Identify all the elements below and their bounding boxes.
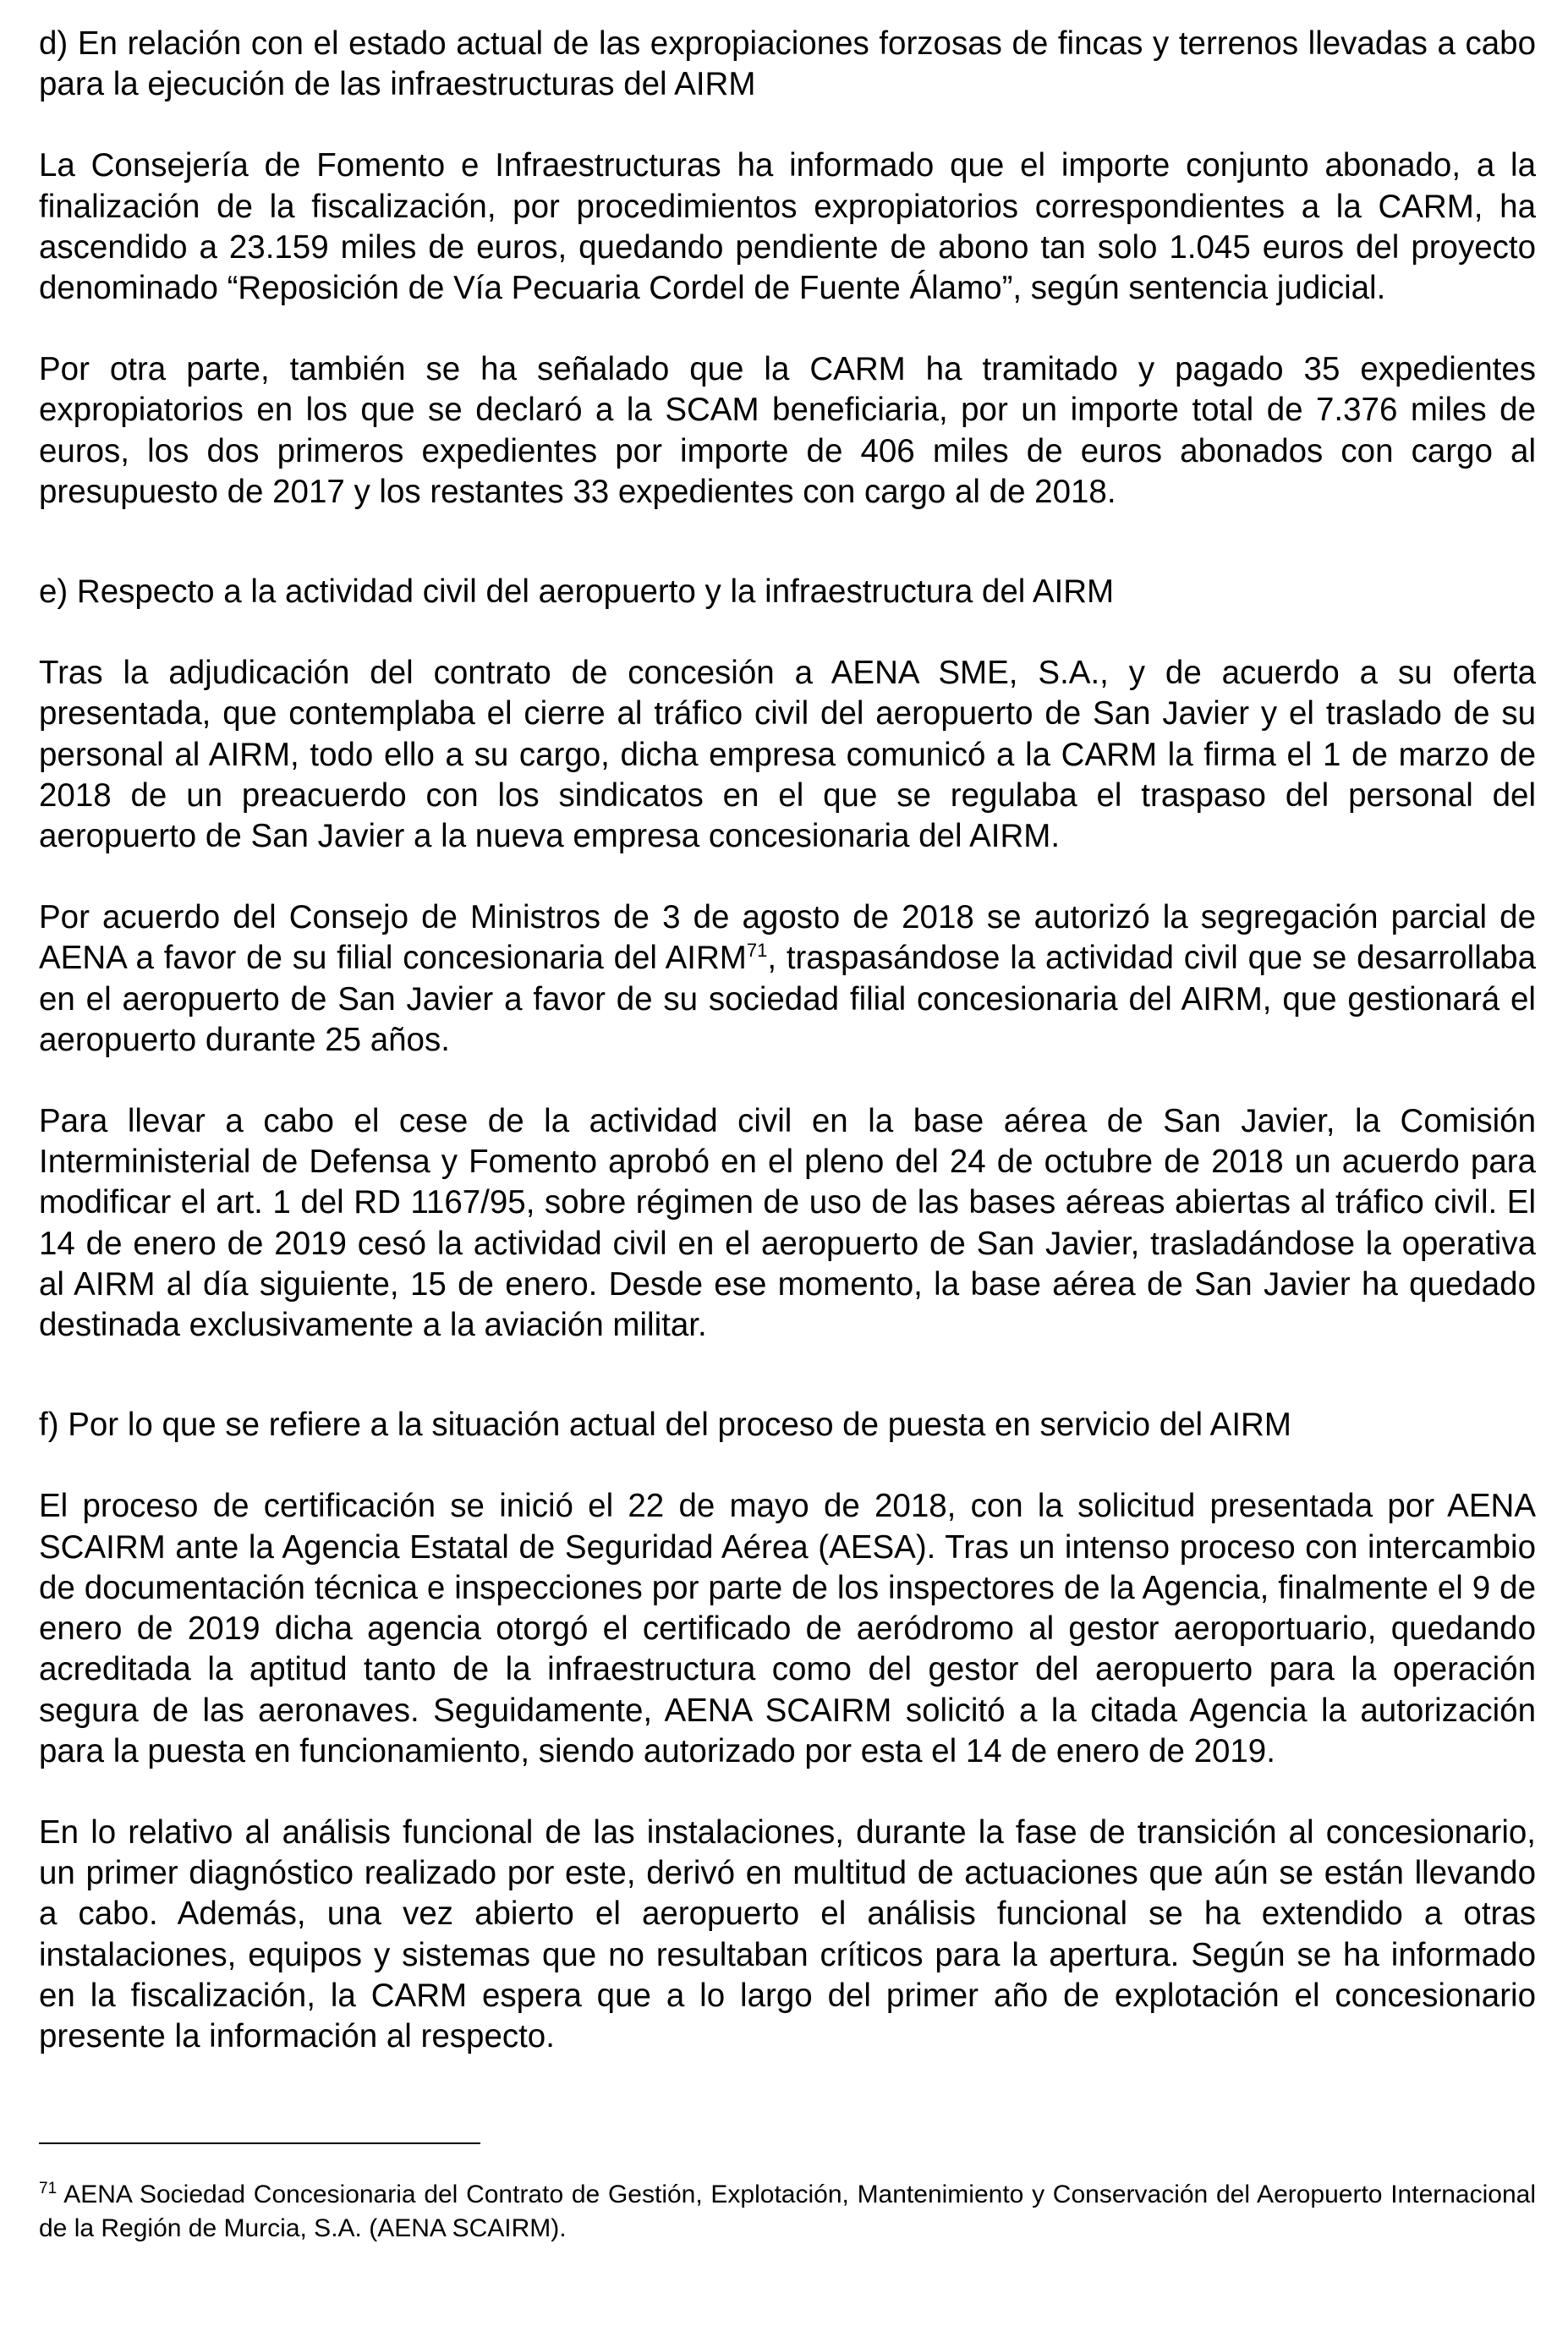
section-f-paragraph-1: El proceso de certificación se inició el 22 de mayo de 2018, con la solicitud presentada por AENA SCAIRM ante la Agencia Estatal de Seguridad Aérea (AESA). Tras un intenso proceso con intercambio de documentación técnica e inspecciones por parte de los inspectores de la Agencia, finalmente el 9 de enero de 2019 dicha agencia otorgó el certificado de aeródromo al gestor aeroportuario, quedando acreditada la aptitud tanto de la infraestructura como del gestor del aeropuerto para la operación segura de las aeronaves. Seguidamente, AENA SCAIRM solicitó a la citada Agencia la autorización para la puesta en funcionamiento, siendo autorizado por esta el 14 de enero de 2019. — [39, 1488, 1536, 1769]
footnote-separator — [39, 2142, 480, 2144]
footnote-number: 71 — [39, 2180, 58, 2197]
section-d-paragraph-1: La Consejería de Fomento e Infraestructuras ha informado que el importe conjunto abonado, a la finalización de la fiscalización, por procedimientos expropiatorios correspondientes a la CARM, ha ascendido a 23.159 miles de euros, quedando pendiente de abono tan solo 1.045 euros del proyecto denominado “Reposición de Vía Pecuaria Cordel de Fuente Álamo”, según sentencia judicial. — [39, 147, 1536, 307]
section-d-paragraph-2: Por otra parte, también se ha señalado que la CARM ha tramitado y pagado 35 expedientes expropiatorios en los que se declaró a la SCAM beneficiaria, por un importe total de 7.376 miles de euros, los dos primeros expedientes por importe de 406 miles de euros abonados con cargo al presupuesto de 2017 y los restantes 33 expedientes con cargo al de 2018. — [39, 351, 1536, 510]
section-e-paragraph-1: Tras la adjudicación del contrato de concesión a AENA SME, S.A., y de acuerdo a su oferta presentada, que contemplaba el cierre al tráfico civil del aeropuerto de San Javier y el traslado de su personal al AIRM, todo ello a su cargo, dicha empresa comunicó a la CARM la firma el 1 de marzo de 2018 de un preacuerdo con los sindicatos en el que se regulaba el traspaso del personal del aeropuerto de San Javier a la nueva empresa concesionaria del AIRM. — [39, 655, 1536, 855]
section-f-heading: f) Por lo que se refiere a la situación actual del proceso de puesta en servicio del AIRM — [39, 1407, 1291, 1444]
section-e-paragraph-3: Para llevar a cabo el cese de la actividad civil en la base aérea de San Javier, la Comisión Interministerial de Defensa y Fomento aprobó en el pleno del 24 de octubre de 2018 un acuerdo para modificar el art. 1 del RD 1167/95, sobre régimen de uso de las bases aéreas abiertas al tráfico civil. El 14 de enero de 2019 cesó la actividad civil en el aeropuerto de San Javier, trasladándose la operativa al AIRM al día siguiente, 15 de enero. Desde ese momento, la base aérea de San Javier ha quedado destinada exclusivamente a la aviación militar. — [39, 1103, 1536, 1344]
document-body — [39, 24, 1536, 2057]
footnote-text: AENA Sociedad Concesionaria del Contrato de Gestión, Explotación, Mantenimiento y Conservación del Aeropuerto Internacional de la Región de Murcia, S.A. (AENA SCAIRM). — [39, 2181, 1536, 2242]
section-d-heading: d) En relación con el estado actual de las expropiaciones forzosas de fincas y terrenos llevadas a cabo para la ejecución de las infraestructuras del AIRM — [39, 25, 1536, 103]
section-f-paragraph-2: En lo relativo al análisis funcional de las instalaciones, durante la fase de transición al concesionario, un primer diagnóstico realizado por este, derivó en multitud de actuaciones que aún se están llevando a cabo. Además, una vez abierto el aeropuerto el análisis funcional se ha extendido a otras instalaciones, equipos y sistemas que no resultaban críticos para la apertura. Según se ha informado en la fiscalización, la CARM espera que a lo largo del primer año de explotación el concesionario presente la información al respecto. — [39, 1813, 1536, 2054]
section-e-paragraph-2 — [39, 897, 1536, 1061]
footnote — [39, 2178, 1536, 2246]
section-e-paragraph-2-start: Por acuerdo del Consejo de Ministros de 3 de agosto de 2018 se autorizó la segregación parcial de AENA a favor de su filial concesionaria del AIRM — [39, 899, 1536, 977]
footnote-reference[interactable]: 71 — [746, 940, 768, 962]
section-e-paragraph-2-end: , traspasándose la actividad civil que se desarrollaba en el aeropuerto de San Javier a favor de su sociedad filial concesionaria del AIRM, que gestionará el aeropuerto durante 25 años. — [39, 940, 1536, 1058]
section-e-heading: e) Respecto a la actividad civil del aeropuerto y la infraestructura del AIRM — [39, 573, 1115, 611]
